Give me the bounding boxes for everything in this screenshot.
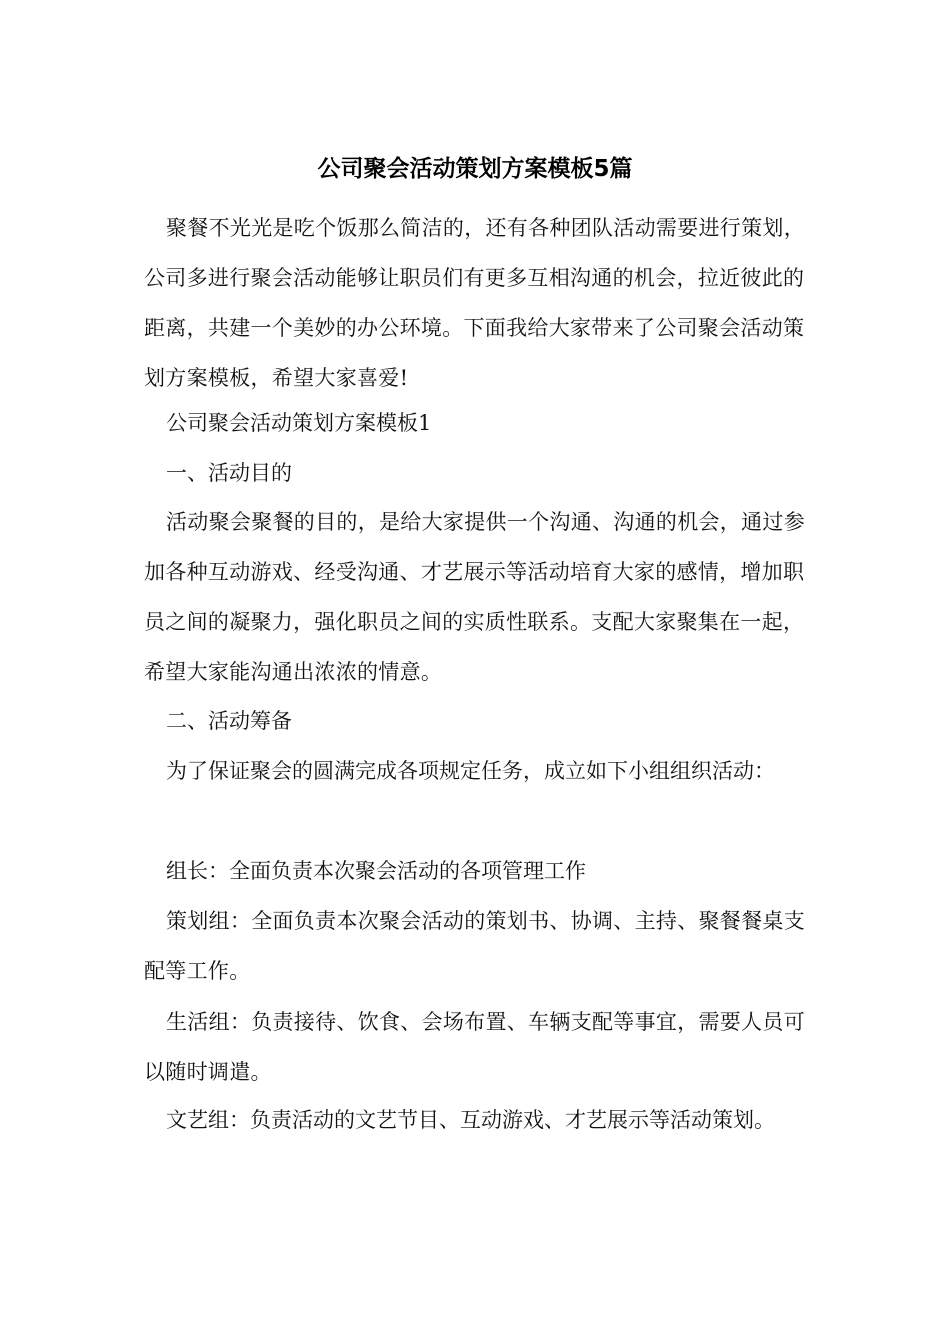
section-title: 公司聚会活动策划方案模板1 xyxy=(166,411,432,435)
planning-group-paragraph: 策划组：全面负责本次聚会活动的策划书、协调、主持、聚餐餐桌支配等工作。 xyxy=(144,909,805,983)
heading-purpose: 一、活动目的 xyxy=(166,461,292,485)
preparation-paragraph: 为了保证聚会的圆满完成各项规定任务，成立如下小组组织活动： xyxy=(166,759,775,783)
leader-line: 组长：全面负责本次聚会活动的各项管理工作 xyxy=(166,859,586,883)
heading-preparation: 二、活动筹备 xyxy=(166,709,292,733)
life-group-paragraph: 生活组：负责接待、饮食、会场布置、车辆支配等事宜，需要人员可以随时调遣。 xyxy=(144,1010,805,1084)
document-title: 公司聚会活动策划方案模板5篇 xyxy=(317,156,633,182)
arts-group-line: 文艺组：负责活动的文艺节目、互动游戏、才艺展示等活动策划。 xyxy=(166,1108,775,1132)
purpose-paragraph: 活动聚会聚餐的目的，是给大家提供一个沟通、沟通的机会，通过参加各种互动游戏、经受沟通、才艺展示等活动培育大家的感情，增加职员之间的凝聚力，强化职员之间的实质性联系。支配大家聚集在一起，希望大家能沟通出浓浓的情意。 xyxy=(144,510,805,684)
intro-paragraph: 聚餐不光光是吃个饭那么简洁的，还有各种团队活动需要进行策划，公司多进行聚会活动能够让职员们有更多互相沟通的机会，拉近彼此的距离，共建一个美妙的办公环境。下面我给大家带来了公司聚会活动策划方案模板，希望大家喜爱! xyxy=(144,216,805,390)
